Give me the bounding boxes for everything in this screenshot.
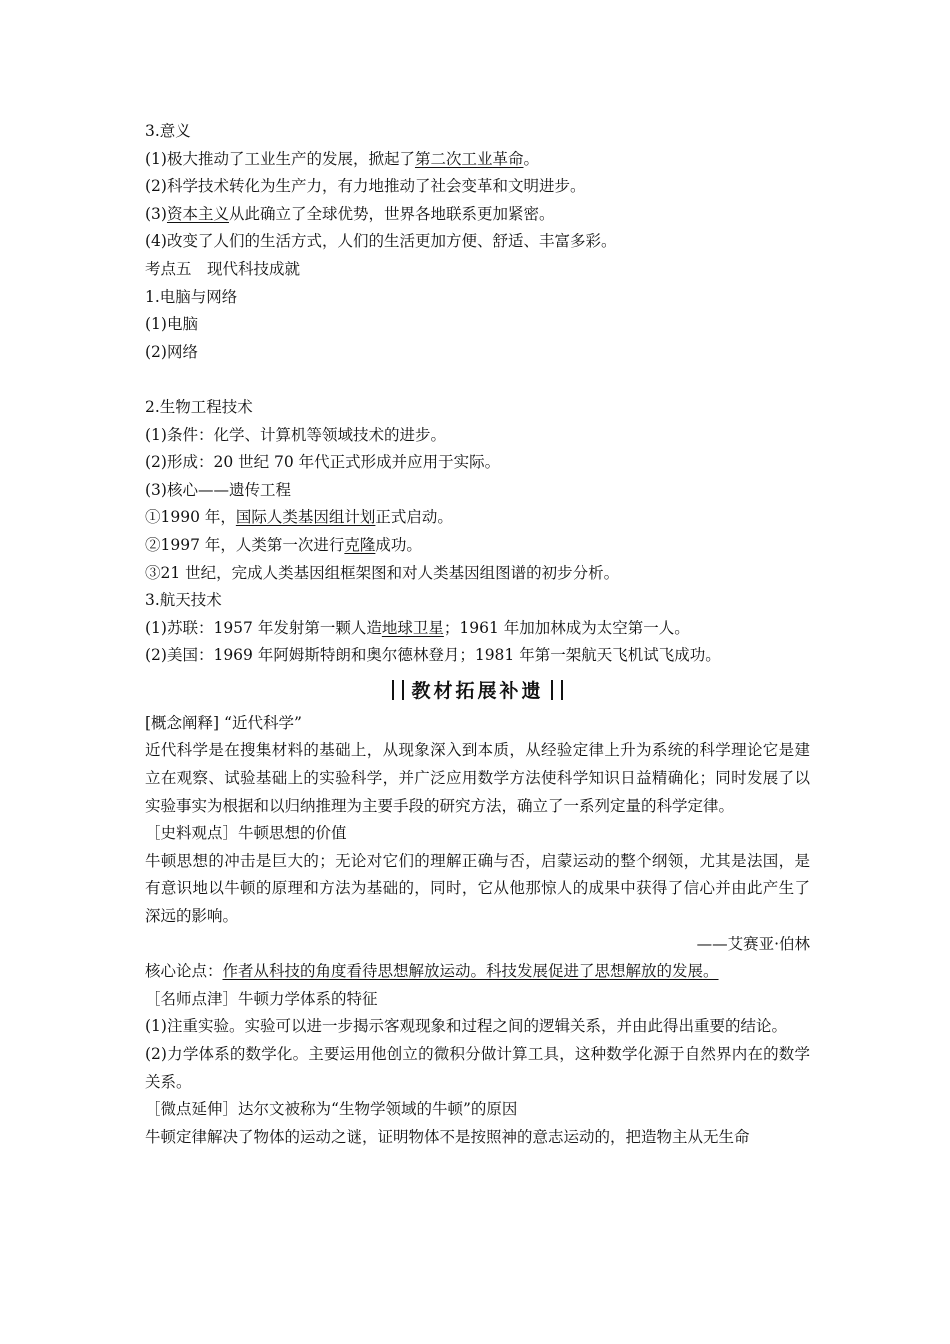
weidian-tag: ［微点延伸］ [145,1100,239,1119]
weidian-body: 牛顿定律解决了物体的运动之谜，证明物体不是按照神的意志运动的，把造物主从无生命 [145,1127,750,1146]
mingshi-tag: ［名师点津］ [145,989,239,1008]
weidian-title: 达尔文被称为“生物学领域的牛顿”的原因 [238,1100,518,1119]
banner-bar-right-inner [551,680,553,700]
shiliao-title: 牛顿思想的价值 [238,824,347,843]
concept-heading [145,710,810,738]
list-item: (2)美国：1969 年阿姆斯特朗和奥尔德林登月；1981 年第一架航天飞机试飞成功。 [145,646,721,665]
list-item: (2)网络 [145,342,198,361]
list-item: (3)核心——遗传工程 [145,480,291,499]
list-item: ①1990 年，国际人类基因组计划正式启动。 [145,508,453,527]
list-item: (2)形成：20 世纪 70 年代正式形成并应用于实际。 [145,453,501,472]
list-item: (1)极大推动了工业生产的发展，掀起了第二次工业革命。 [145,149,539,168]
weidian-heading [145,1096,810,1124]
underlined-term: 国际人类基因组计划 [235,508,376,527]
mingshi-title: 牛顿力学体系的特征 [238,989,378,1008]
list-item: ②1997 年，人类第一次进行克隆成功。 [145,535,422,554]
concept-body: 近代科学是在搜集材料的基础上，从现象深入到本质，从经验定律上升为系统的科学理论它是建立在观察、试验基础上的实验科学，并广泛应用数学方法使科学知识日益精确化；同时发展了以实验事实为根据和以归纳推理为主要手段的研究方法，确立了一系列定量的科学定律。 [145,741,810,815]
mingshi-heading [145,986,810,1014]
concept-title: “近代科学” [224,713,302,732]
document-page [145,118,810,1151]
section-heading: 3.意义 [145,122,191,140]
core-text: 作者从科技的角度看待思想解放运动。科技发展促进了思想解放的发展。 [222,962,719,981]
list-item: (1)条件：化学、计算机等领域技术的进步。 [145,425,446,444]
underlined-term: 克隆 [344,535,376,554]
list-item: (3)资本主义从此确立了全球优势，世界各地联系更加紧密。 [145,204,555,223]
section-heading: 2.生物工程技术 [145,397,253,416]
underlined-term: 地球卫星 [381,618,444,637]
list-item: (2)科学技术转化为生产力，有力地推动了社会变革和文明进步。 [145,177,586,196]
banner-bar-right-outer [561,680,563,700]
underlined-term: 资本主义 [166,204,229,223]
core-label: 核心论点： [145,962,223,981]
list-item: (1)苏联：1957 年发射第一颗人造地球卫星；1961 年加加林成为太空第一人。 [145,618,690,637]
banner-title: 教材拓展补遗 [411,680,544,703]
concept-tag: [概念阐释] [145,713,220,732]
shiliao-heading [145,820,810,848]
quote-source: ——艾赛亚·伯林 [696,934,810,953]
banner-bar-left-inner [402,680,404,700]
blank-line [145,366,810,394]
kaodian-title: 考点五 现代科技成就 [145,259,301,278]
underlined-term: 第二次工业革命 [414,149,524,168]
mingshi-point-2: (2)力学体系的数学化。主要运用他创立的微积分做计算工具，这种数学化源于自然界内在的数学关系。 [145,1045,810,1091]
list-item: (4)改变了人们的生活方式，人们的生活更加方便、舒适、丰富多彩。 [145,232,617,251]
list-item: (1)电脑 [145,315,198,334]
core-point [145,958,810,986]
section-heading: 3.航天技术 [145,591,222,610]
list-item: ③21 世纪，完成人类基因组框架图和对人类基因组图谱的初步分析。 [145,563,620,582]
mingshi-point-1: (1)注重实验。实验可以进一步揭示客观现象和过程之间的逻辑关系，并由此得出重要的结论。 [145,1017,787,1036]
section-banner [145,670,810,710]
shiliao-tag: ［史料观点］ [145,824,239,843]
shiliao-body: 牛顿思想的冲击是巨大的；无论对它们的理解正确与否，启蒙运动的整个纲领，尤其是法国，是有意识地以牛顿的原理和方法为基础的，同时，它从他那惊人的成果中获得了信心并由此产生了深远的影响。 [145,851,810,926]
banner-bar-left-outer [392,680,394,700]
section-heading: 1.电脑与网络 [145,287,238,306]
